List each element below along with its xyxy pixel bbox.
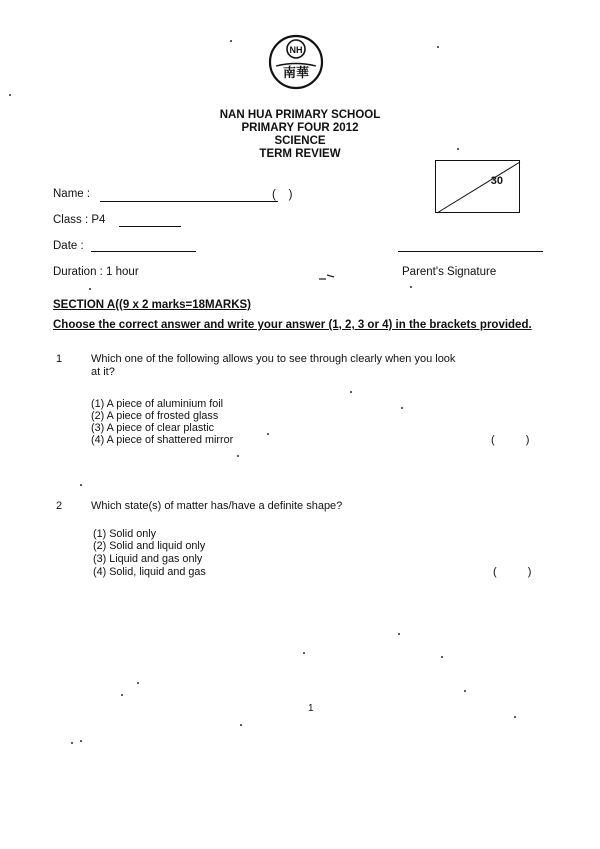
scan-speck xyxy=(398,633,400,635)
scan-speck xyxy=(80,740,82,742)
page-number: 1 xyxy=(308,703,314,714)
school-name: NAN HUA PRIMARY SCHOOL xyxy=(219,109,381,121)
scan-speck xyxy=(410,286,412,288)
question-1-text: Which one of the following allows you to see through clearly when you look xyxy=(91,353,456,365)
name-field[interactable] xyxy=(100,201,278,202)
scan-speck xyxy=(9,94,11,96)
section-a-instruction: Choose the correct answer and write your answer (1, 2, 3 or 4) in the brackets provided. xyxy=(53,319,532,331)
question-2-option-1: (1) Solid only xyxy=(93,528,157,540)
school-logo xyxy=(268,34,324,90)
date-label: Date : xyxy=(53,240,84,252)
scan-speck xyxy=(401,407,403,409)
stray-mark xyxy=(318,268,338,286)
scan-speck xyxy=(464,690,466,692)
question-1-option-4: (4) A piece of shattered mirror xyxy=(91,434,234,446)
register-number-brackets[interactable]: ( ) xyxy=(272,189,293,201)
question-1-option-1: (1) A piece of aluminium foil xyxy=(91,398,224,410)
question-2-option-2: (2) Solid and liquid only xyxy=(93,540,206,552)
question-1-answer-brackets[interactable]: ( ) xyxy=(491,434,544,446)
total-marks: 30 xyxy=(490,175,503,187)
svg-text:NH: NH xyxy=(289,45,303,55)
scan-speck xyxy=(121,694,123,696)
level-year: PRIMARY FOUR 2012 xyxy=(241,122,359,134)
question-1-text-line2: at it? xyxy=(91,366,115,378)
scan-speck xyxy=(237,455,239,457)
scan-speck xyxy=(514,716,516,718)
scan-speck xyxy=(267,433,269,435)
section-a-title: SECTION A((9 x 2 marks=18MARKS) xyxy=(53,299,252,311)
scan-speck xyxy=(89,288,91,290)
parent-signature-field[interactable] xyxy=(398,251,543,252)
scan-speck xyxy=(80,484,82,486)
scan-speck xyxy=(350,391,352,393)
question-2-answer-brackets[interactable]: ( ) xyxy=(493,566,546,578)
scan-speck xyxy=(437,46,439,48)
svg-text:南華: 南華 xyxy=(282,66,310,81)
name-label: Name : xyxy=(53,188,91,200)
question-2-number: 2 xyxy=(56,500,63,512)
scan-speck xyxy=(457,148,459,150)
parent-signature-label: Parent's Signature xyxy=(402,266,497,278)
scan-speck xyxy=(303,652,305,654)
scan-speck xyxy=(240,724,242,726)
question-2-option-4: (4) Solid, liquid and gas xyxy=(93,566,206,578)
score-box xyxy=(435,160,520,213)
subject: SCIENCE xyxy=(274,135,326,147)
scan-speck xyxy=(230,40,232,42)
question-1-number: 1 xyxy=(56,353,63,365)
question-2-text: Which state(s) of matter has/have a definite shape? xyxy=(91,500,343,512)
paper-title: TERM REVIEW xyxy=(259,148,341,160)
scan-speck xyxy=(441,656,443,658)
class-field[interactable] xyxy=(119,226,181,227)
scan-speck xyxy=(71,742,73,744)
question-2-option-3: (3) Liquid and gas only xyxy=(93,553,203,565)
date-field[interactable] xyxy=(91,251,196,252)
question-1-option-2: (2) A piece of frosted glass xyxy=(91,410,219,422)
question-1-option-3: (3) A piece of clear plastic xyxy=(91,422,215,434)
duration-label: Duration : 1 hour xyxy=(53,266,139,278)
class-label: Class : P4 xyxy=(53,214,106,226)
scan-speck xyxy=(137,682,139,684)
